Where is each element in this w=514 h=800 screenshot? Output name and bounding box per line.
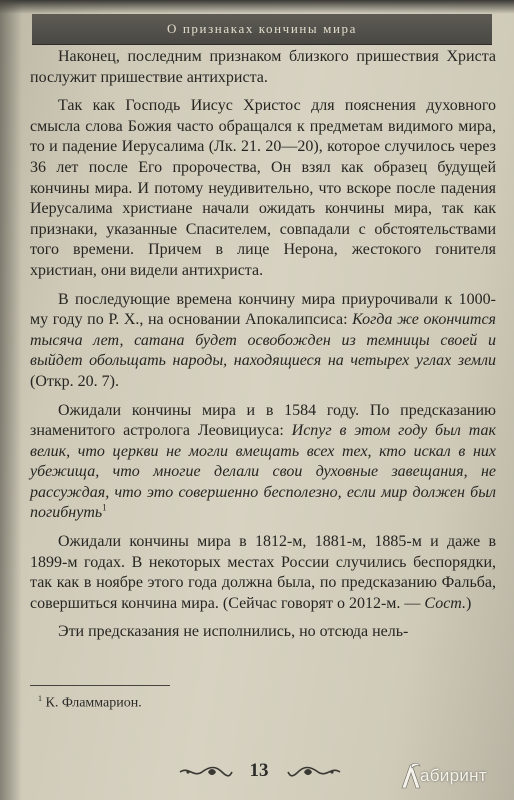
running-header-title: О признаках кончины мира: [167, 21, 357, 36]
paragraph-3: В последующие времена кончину мира приурочивали к 1000-му году по Р. Х., на основании Апокалипсиса: Когда же окончится тысяча лет, сатана будет освобожден из темницы своей и выйдет обольщать народы, находящиеся на четырех углах земли (Откр. 20. 7).: [30, 290, 496, 390]
paragraph-1: Наконец, последним признаком близкого пришествия Христа послужит пришествие антихриста.: [30, 48, 496, 86]
footnote-number: 1: [38, 694, 42, 703]
running-header: [32, 14, 492, 45]
page-top-shadow: [0, 0, 514, 14]
watermark-text: абиринт: [420, 766, 487, 785]
paragraph-4: Ожидали кончины мира и в 1584 году. По предсказанию знаменитого астролога Леовициуса: Испуг в этом году был так велик, что церкви не могли вмещать всех тех, кто искал в них убежища, что многие делали свои духовные завещания, не рассуждая, что это совершенно бесполезно, если мир должен был погибнуть$^1$: [30, 401, 497, 522]
leovitius-quote: Испуг в этом году был так велик, что церкви не могли вмещать всех тех, кто искал в них убежища, что многие делали свои духовные завещания, не рассуждая, что это совершенно бесполезно, если мир должен был погибнуть: [30, 422, 497, 522]
page-number: 13: [249, 760, 269, 781]
paragraph-5: Ожидали кончины мира в 1812-м, 1881-м, 1885-м и даже в 1899-м годах. В некоторых местах России случились беспорядки, так как в ноябре этого года должна была, по предсказанию Фальба, совершиться кончина мира. (Сейчас говорят о 2012-м. — Сост.): [30, 533, 496, 612]
paragraph-6: Эти предсказания не исполнились, но отсюда нель-: [58, 623, 409, 641]
left-ornament-icon: [178, 764, 234, 780]
footnote-text: К. Фламмарион.: [45, 695, 142, 711]
footnote-marker: 1: [102, 503, 107, 514]
page-spine-shadow: [0, 0, 22, 800]
footnote-rule: [30, 685, 170, 686]
right-ornament-icon: [286, 764, 342, 780]
page-body: [30, 47, 496, 651]
paragraph-2: Так как Господь Иисус Христос для пояснения духовного смысла слова Божия часто обращался к предметам видимого мира, то и падение Иерусалима (Лк. 21. 20—20), которое случилось через 36 лет после Его пророчества, Он взял как образец будущей кончины мира. И потому неудивительно, что вскоре после падения Иерусалима христиане начали ожидать кончины мира, так как признаки, указанные Спасителем, совпадали с обстоятельствами того времени. Причем в лице Нерона, жестокого гонителя христиан, они видели антихриста.: [30, 97, 496, 279]
footnote: [38, 694, 142, 712]
apocalypse-quote: Когда же окончится тысяча лет, сатана будет освобожден из темницы своей и выйдет обольщать народы, находящиеся на четырех углах земли: [30, 311, 496, 370]
labirint-watermark: [398, 762, 510, 792]
compiler-note: Сост.: [424, 594, 467, 612]
